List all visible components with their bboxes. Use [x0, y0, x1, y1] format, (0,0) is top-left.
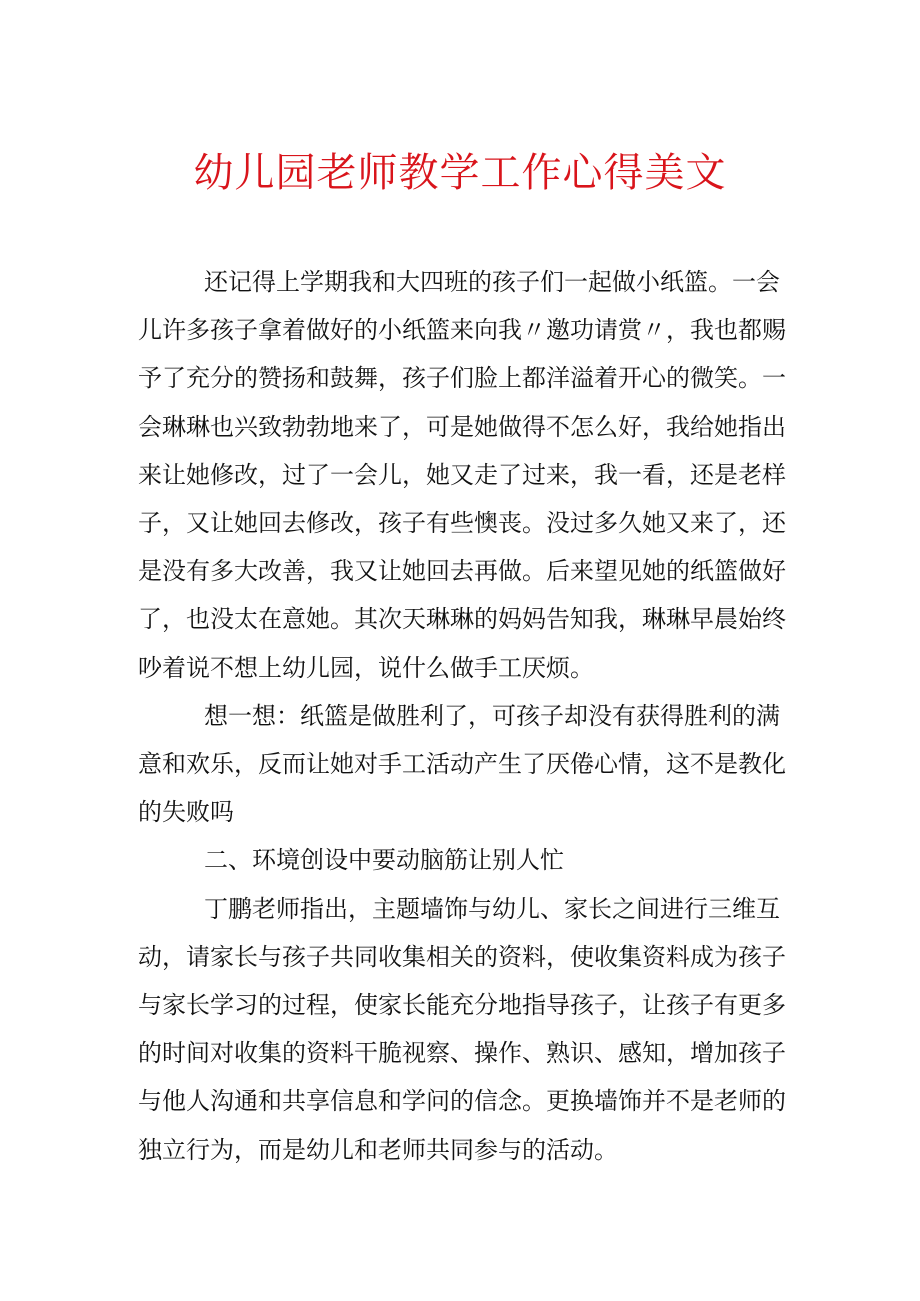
paragraph-story [138, 258, 788, 692]
paragraph-reflection [138, 692, 788, 837]
paragraph-text: 丁鹏老师指出，主题墙饰与幼儿、家长之间进行三维互动，请家长与孩子共同收集相关的资料，使收集资料成为孩子与家长学习的过程，使家长能充分地指导孩子，让孩子有更多的时间对收集的资料干脆视察、操作、熟识、感知，增加孩子与他人沟通和共享信息和学问的信念。更换墙饰并不是老师的独立行为，而是幼儿和老师共同参与的活动。 [138, 894, 786, 1164]
document-title: 幼儿园老师教学工作心得美文 [193, 150, 727, 196]
paragraph-text: 还记得上学期我和大四班的孩子们一起做小纸篮。一会儿许多孩子拿着做好的小纸篮来向我〃邀功请赏〃，我也都赐予了充分的赞扬和鼓舞，孩子们脸上都洋溢着开心的微笑。一会琳琳也兴致勃勃地来了，可是她做得不怎么好，我给她指出来让她修改，过了一会儿，她又走了过来，我一看，还是老样子，又让她回去修改，孩子有些懊丧。没过多久她又来了，还是没有多大改善，我又让她回去再做。后来望见她的纸篮做好了，也没太在意她。其次天琳琳的妈妈告知我，琳琳早晨始终吵着说不想上幼儿园，说什么做手工厌烦。 [138, 268, 786, 682]
paragraph-text: 想一想：纸篮是做胜利了，可孩子却没有获得胜利的满意和欢乐，反而让她对手工活动产生了厌倦心情，这不是教化的失败吗 [138, 701, 786, 827]
section-heading-text: 二、环境创设中要动脑筋让别人忙 [204, 846, 564, 875]
paragraph-environment [138, 885, 788, 1174]
document-body [138, 258, 788, 1174]
section-heading [138, 836, 788, 884]
